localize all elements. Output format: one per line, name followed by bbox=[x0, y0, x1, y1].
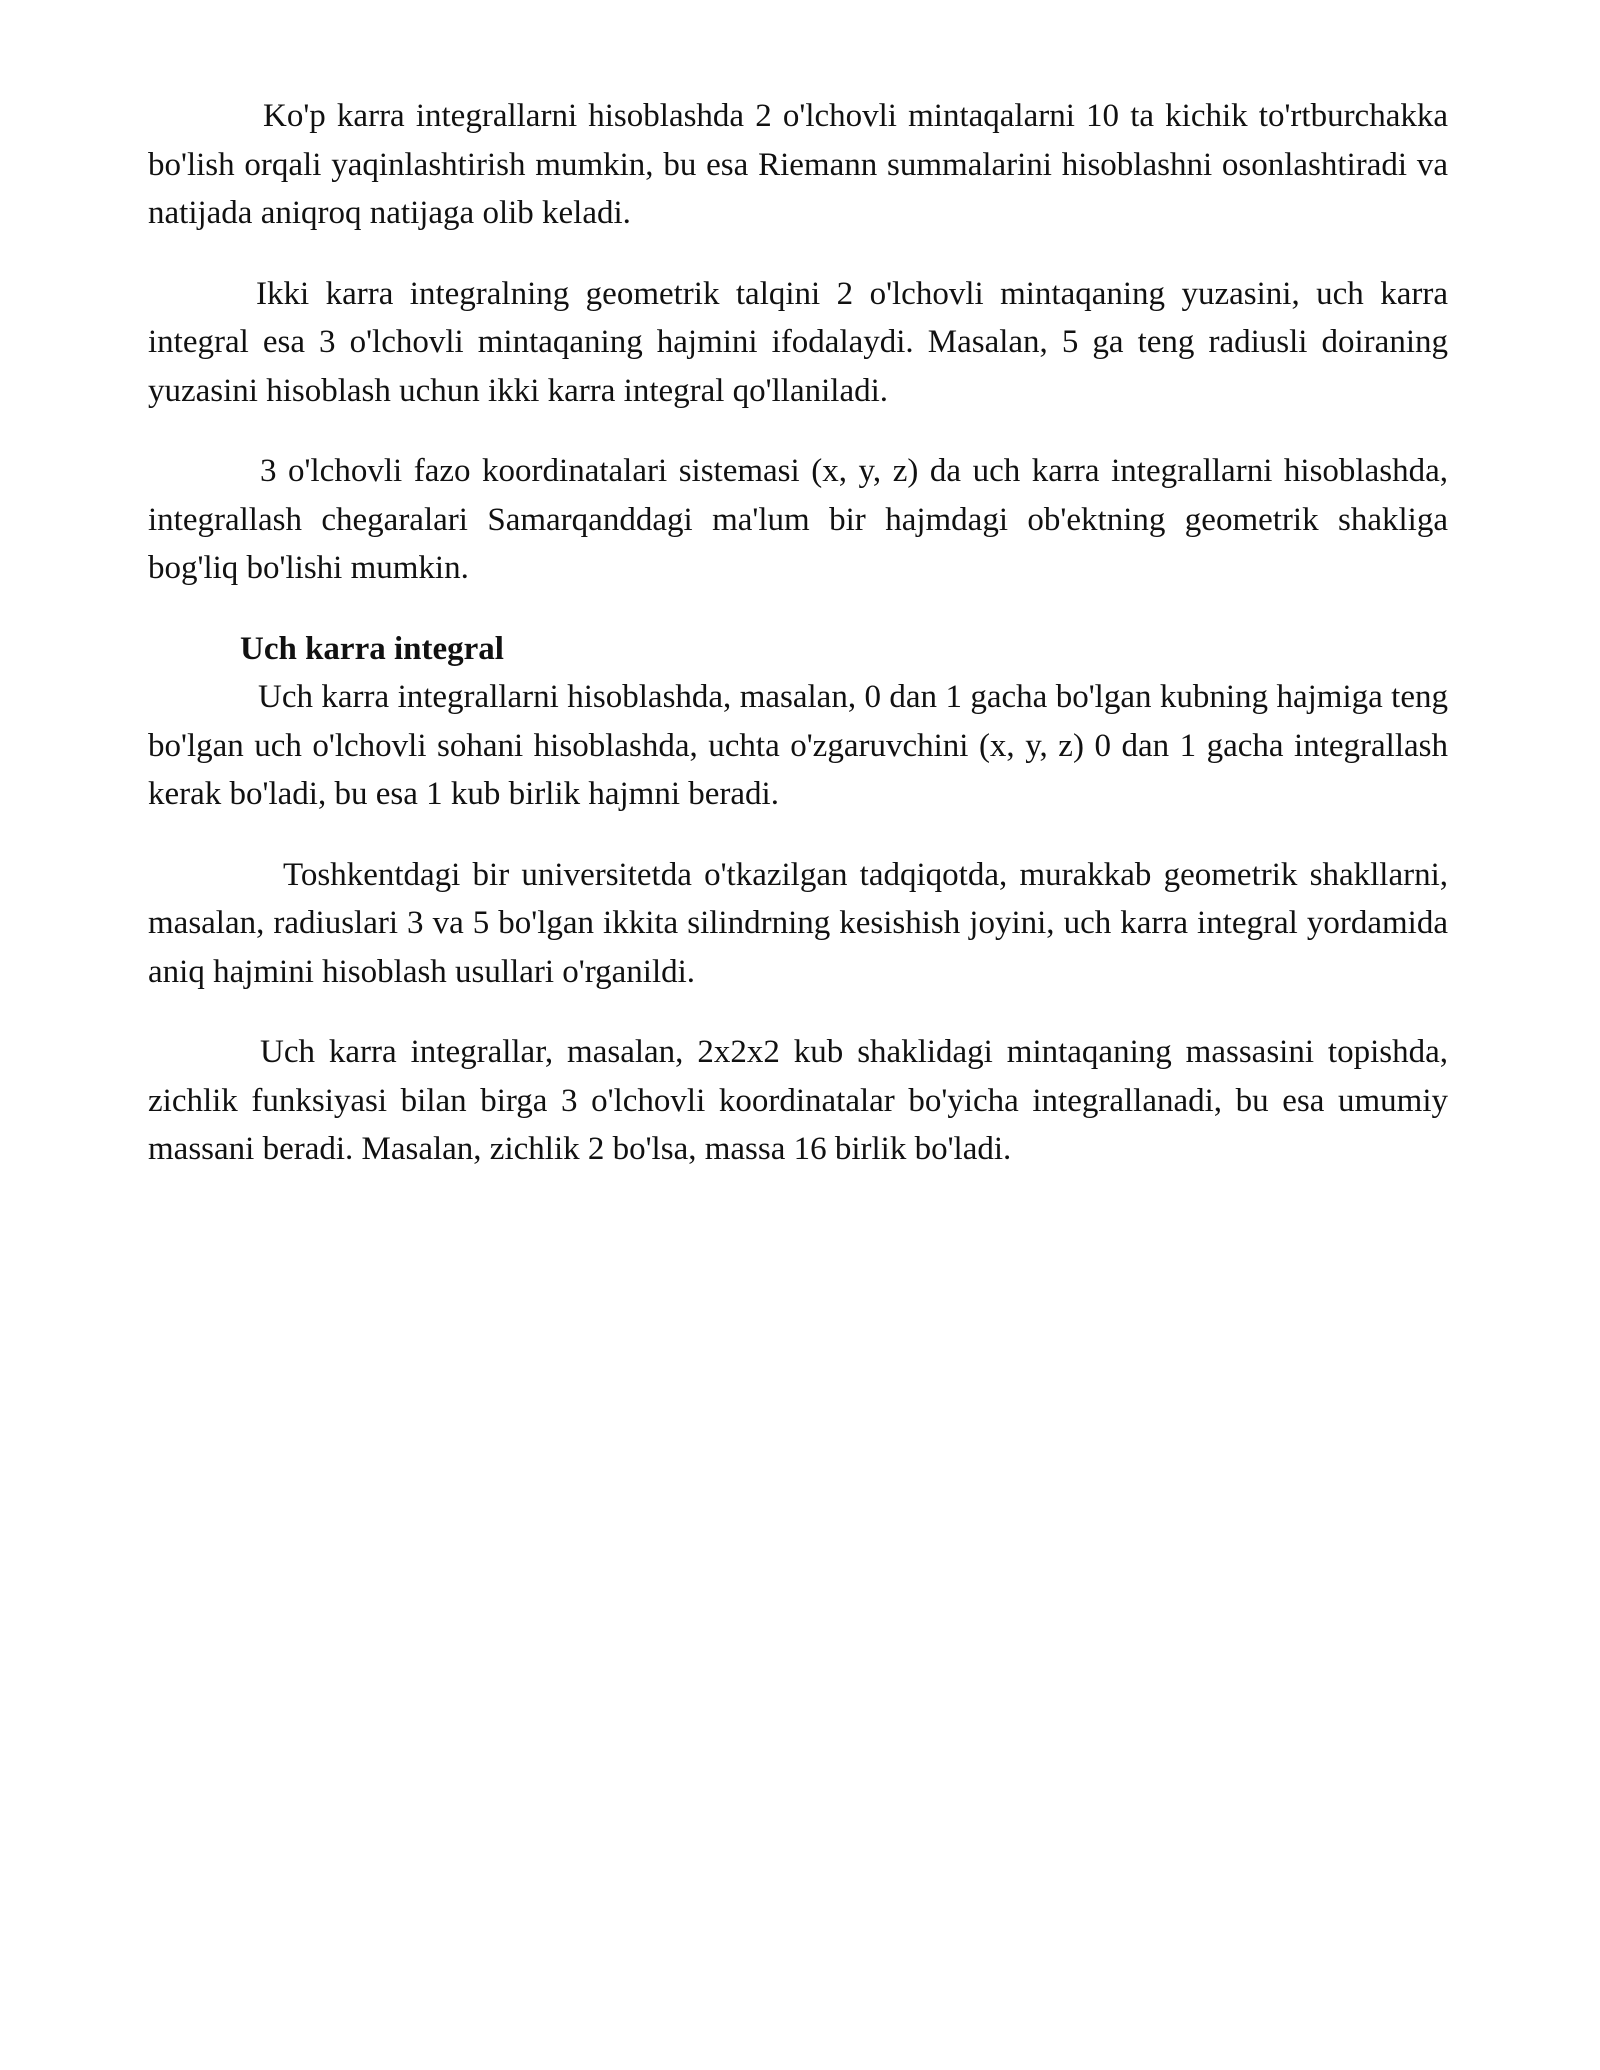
paragraph-cylinder-intersection: Toshkentdagi bir universitetda o'tkazilgan tadqiqotda, murakkab geometrik shakllarni, masalan, radiuslari 3 va 5 bo'lgan ikkita silindrning kesishish joyini, uch karra integral yordamida aniq hajmini hisoblash usullari o'rganildi. bbox=[148, 856, 1448, 990]
document-page bbox=[148, 92, 1448, 1174]
paragraph-triple-integral-cube: Uch karra integrallarni hisoblashda, masalan, 0 dan 1 gacha bo'lgan kubning hajmiga teng bo'lgan uch o'lchovli sohani hisoblashda, uchta o'zgaruvchini (x, y, z) 0 dan 1 gacha integrallash kerak bo'ladi, bu esa 1 kub birlik hajmni beradi. bbox=[148, 679, 1448, 812]
section-heading: Uch karra integral bbox=[240, 630, 504, 667]
paragraph-3d-coordinates: 3 o'lchovli fazo koordinatalari sistemasi (x, y, z) da uch karra integrallarni hisoblashda, integrallash chegaralari Samarqanddagi ma'lum bir hajmdagi ob'ektning geometrik shakliga bog'liq bo'lishi mumkin. bbox=[148, 453, 1448, 586]
paragraph-multiple-integrals-riemann: Ko'p karra integrallarni hisoblashda 2 o'lchovli mintaqalarni 10 ta kichik to'rtburchakka bo'lish orqali yaqinlashtirish mumkin, bu esa Riemann summalarini hisoblashni osonlashtiradi va natijada aniqroq natijaga olib keladi. bbox=[148, 98, 1448, 231]
paragraph-mass-density: Uch karra integrallar, masalan, 2x2x2 kub shaklidagi mintaqaning massasini topishda, zichlik funksiyasi bilan birga 3 o'lchovli koordinatalar bo'yicha integrallanadi, bu esa umumiy massani beradi. Masalan, zichlik 2 bo'lsa, massa 16 birlik bo'ladi. bbox=[148, 1034, 1448, 1167]
paragraph-double-integral-geometry: Ikki karra integralning geometrik talqini 2 o'lchovli mintaqaning yuzasini, uch karra integral esa 3 o'lchovli mintaqaning hajmini ifodalaydi. Masalan, 5 ga teng radiusli doiraning yuzasini hisoblash uchun ikki karra integral qo'llaniladi. bbox=[148, 275, 1448, 409]
